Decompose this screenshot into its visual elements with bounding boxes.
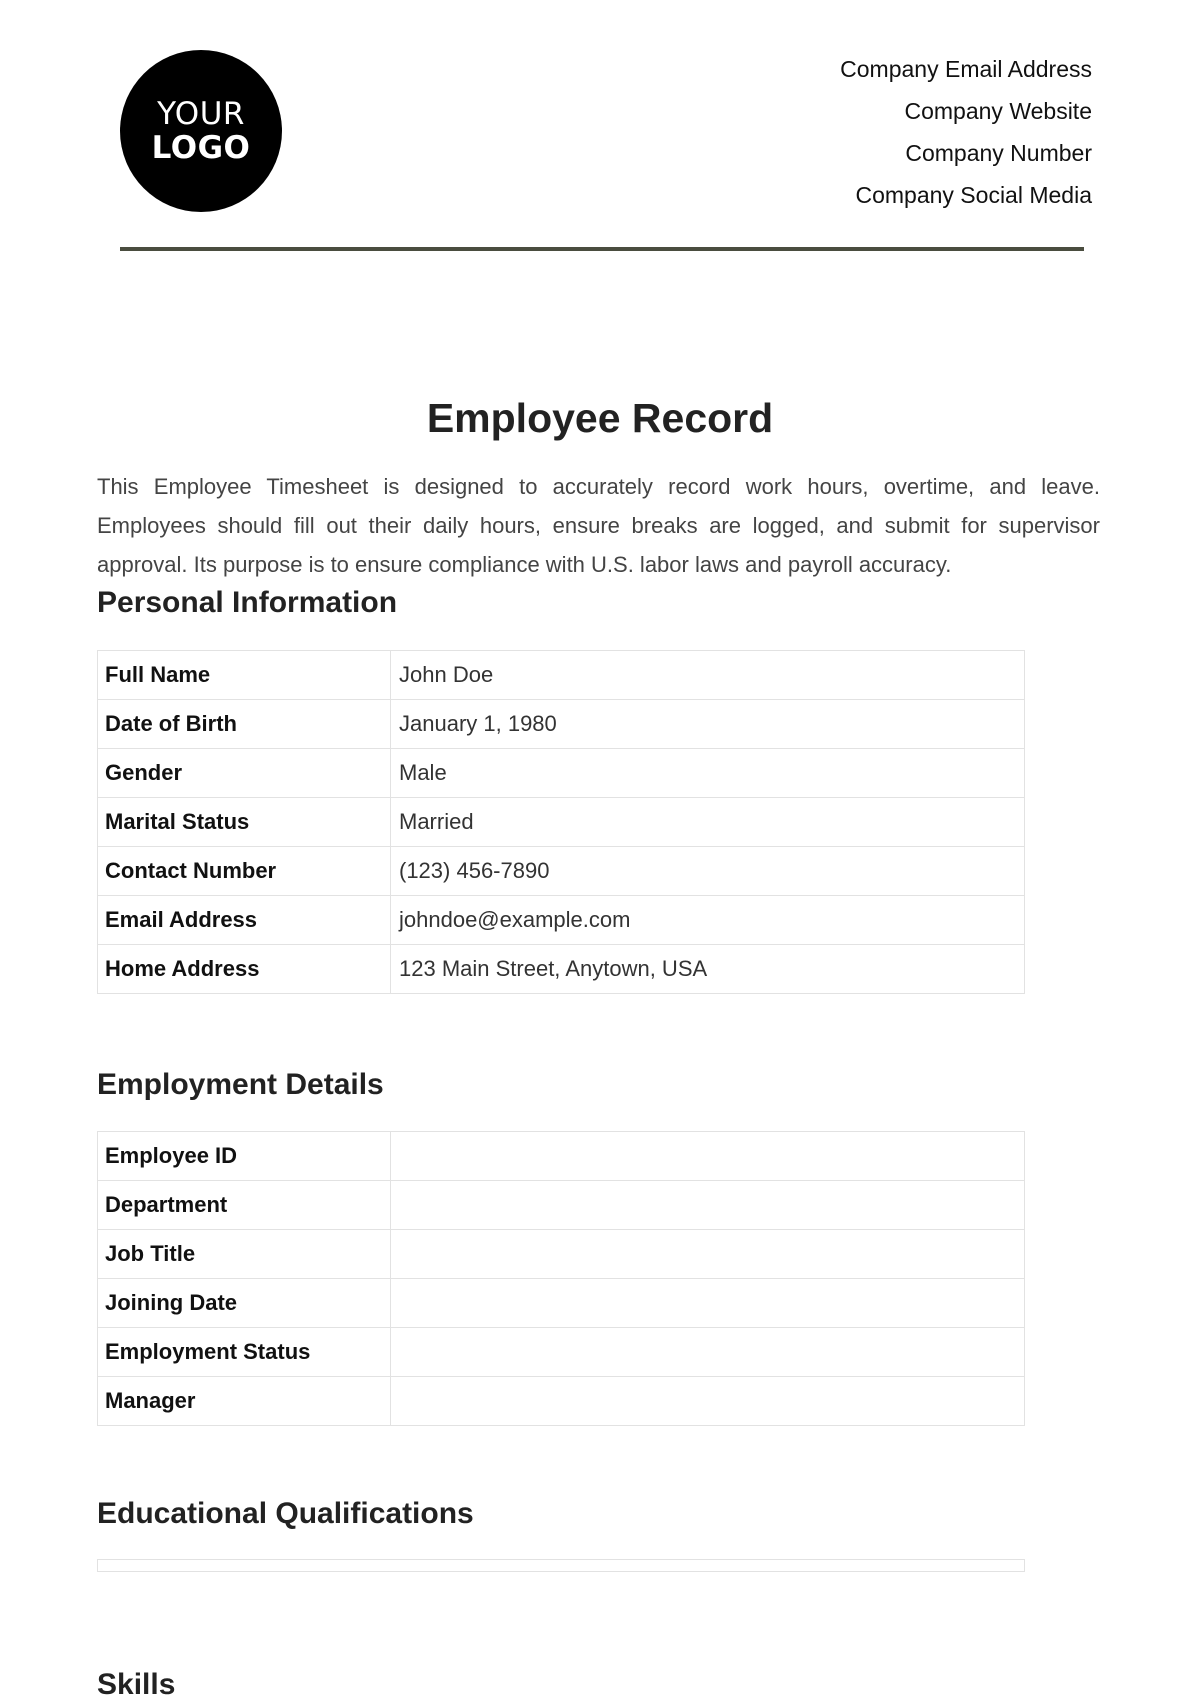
row-label: Department — [98, 1181, 391, 1230]
table-row — [98, 847, 1025, 896]
educational-qualifications-table — [97, 1559, 1025, 1572]
row-label: Joining Date — [98, 1279, 391, 1328]
table-row — [98, 798, 1025, 847]
company-social-media: Company Social Media — [855, 182, 1092, 208]
row-value: Male — [391, 749, 1025, 798]
company-number: Company Number — [905, 140, 1092, 166]
row-label: Email Address — [98, 896, 391, 945]
row-value: (123) 456-7890 — [391, 847, 1025, 896]
row-label: Job Title — [98, 1230, 391, 1279]
company-logo — [120, 50, 282, 212]
document-title: Employee Record — [426, 395, 774, 441]
row-value: johndoe@example.com — [391, 896, 1025, 945]
row-label: Employment Status — [98, 1328, 391, 1377]
row-value — [391, 1230, 1025, 1279]
row-value: Married — [391, 798, 1025, 847]
table-row — [98, 1230, 1025, 1279]
logo-line-2: LOGO — [151, 129, 251, 166]
company-email: Company Email Address — [840, 56, 1092, 82]
document-intro: This Employee Timesheet is designed to accurately record work hours, overtime, and leave. Employees should fill out their daily hours, ensure breaks are logged, and submit for supervisor approval. Its purpose is to ensure compliance with U.S. labor laws and payroll accuracy. — [97, 474, 1100, 577]
table-row — [98, 1328, 1025, 1377]
row-label: Full Name — [98, 651, 391, 700]
row-value — [391, 1328, 1025, 1377]
table-row — [98, 749, 1025, 798]
company-contact-block — [840, 52, 1092, 220]
row-label: Date of Birth — [98, 700, 391, 749]
table-row — [98, 651, 1025, 700]
row-label: Home Address — [98, 945, 391, 994]
row-value — [391, 1132, 1025, 1181]
personal-information-heading: Personal Information — [97, 586, 398, 619]
row-value — [391, 1181, 1025, 1230]
row-value — [391, 1279, 1025, 1328]
table-row — [98, 896, 1025, 945]
table-row — [98, 1279, 1025, 1328]
employment-details-heading: Employment Details — [97, 1068, 384, 1101]
row-value: 123 Main Street, Anytown, USA — [391, 945, 1025, 994]
row-label: Gender — [98, 749, 391, 798]
employment-details-table — [97, 1131, 1025, 1426]
header-divider — [120, 247, 1084, 251]
row-label: Manager — [98, 1377, 391, 1426]
personal-information-table — [97, 650, 1025, 994]
row-value — [391, 1377, 1025, 1426]
logo-line-1: YOUR — [157, 95, 245, 132]
company-website: Company Website — [904, 98, 1092, 124]
table-row — [98, 700, 1025, 749]
row-value: John Doe — [391, 651, 1025, 700]
table-row — [98, 1377, 1025, 1426]
skills-heading: Skills — [97, 1668, 176, 1701]
row-value: January 1, 1980 — [391, 700, 1025, 749]
row-label: Contact Number — [98, 847, 391, 896]
table-row — [98, 1132, 1025, 1181]
row-label: Employee ID — [98, 1132, 391, 1181]
row-label: Marital Status — [98, 798, 391, 847]
table-row — [98, 1181, 1025, 1230]
table-row — [98, 945, 1025, 994]
educational-qualifications-heading: Educational Qualifications — [97, 1497, 474, 1530]
